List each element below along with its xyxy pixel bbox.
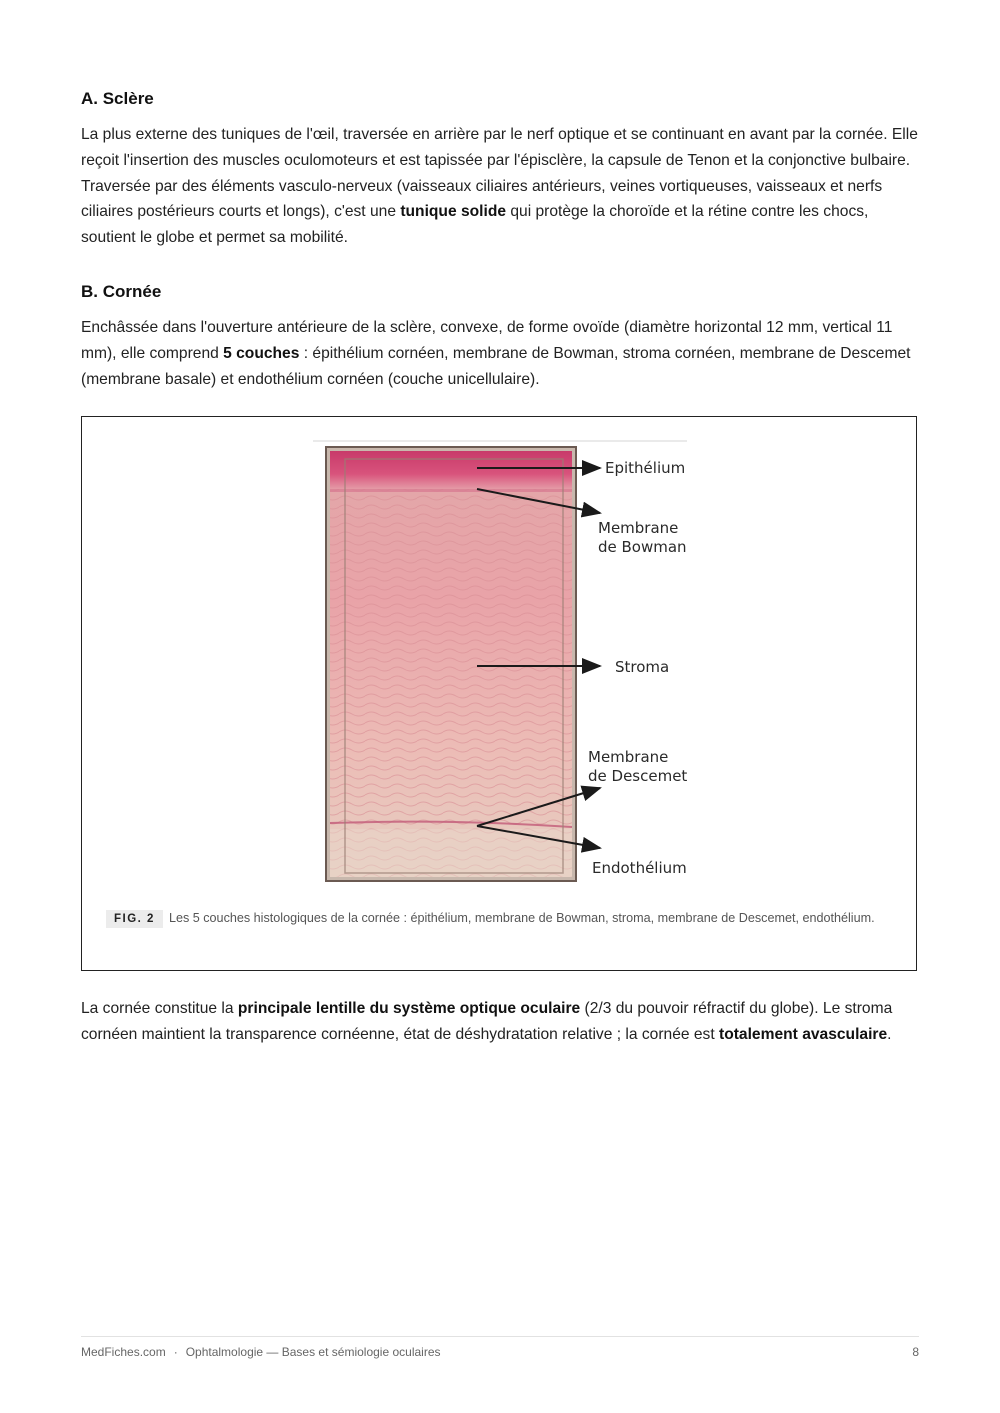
cornea-histology-illustration <box>313 439 687 884</box>
page-footer <box>81 1336 919 1359</box>
bold-totalement-avasculaire: totalement avasculaire <box>719 1025 888 1043</box>
footer-course: Ophtalmologie — Bases et sémiologie oculaires <box>185 1345 441 1359</box>
bold-tunique-solide: tunique solide <box>400 203 507 221</box>
footer-separator: · <box>173 1345 178 1359</box>
section-title-sclere: A. Sclère <box>81 89 154 108</box>
bowman-layer <box>330 489 572 492</box>
label-bowman-line1: Membrane <box>598 519 679 537</box>
label-descemet-line1: Membrane <box>588 748 669 766</box>
bold-principale-lentille: principale lentille du système optique oculaire <box>237 1000 581 1017</box>
label-descemet-line2: de Descemet <box>588 767 687 785</box>
bold-5-couches: 5 couches <box>223 344 300 362</box>
paragraph-cornee-intro: Enchâssée dans l'ouverture antérieure de la sclère, convexe, de forme ovoïde (diamètre horizontal 12 mm, vertical 11 mm), elle comprend 5 couches : épithélium cornéen, membrane de Bowman, stroma cornéen, membrane de Descemet (membrane basale) et endothélium cornéen (couche unicellulaire). <box>81 319 911 388</box>
label-stroma: Stroma <box>615 658 670 676</box>
label-epithelium: Epithélium <box>605 459 686 477</box>
paragraph-cornee-optics: La cornée constitue la principale lentille du système optique oculaire (2/3 du pouvoir réfractif du globe). Le stroma cornéen maintient la transparence cornéenne, état de déshydratation relative ; la cornée est totalement avasculaire. <box>81 1000 893 1043</box>
epithelium-layer <box>330 451 572 489</box>
paragraph-sclere: La plus externe des tuniques de l'œil, traversée en arrière par le nerf optique et se continuant en avant par la cornée. Elle reçoit l'insertion des muscles oculomoteurs et est tapissée par l'épisclère, la capsule de Tenon et la conjonctive bulbaire. Traversée par des éléments vasculo-nerveux (vaisseaux ciliaires antérieurs, veines vortiqueuses, vaisseaux et nerfs ciliaires postérieurs courts et longs), c'est une tunique solide qui protège la choroïde et la rétine contre les chocs, soutient le globe et permet sa mobilité. <box>81 126 918 247</box>
figure-cornea-layers <box>81 416 917 971</box>
label-endothelium: Endothélium <box>592 859 687 877</box>
figure-tag: FIG. 2 <box>106 910 163 928</box>
stroma-fibers <box>330 451 572 877</box>
figure-caption <box>106 908 896 928</box>
figure-caption-text: Les 5 couches histologiques de la cornée : épithélium, membrane de Bowman, stroma, membrane de Descemet, endothélium. <box>168 911 875 925</box>
label-bowman-line2: de Bowman <box>598 538 687 556</box>
section-title-cornee: B. Cornée <box>81 282 162 301</box>
page-number: 8 <box>912 1345 919 1359</box>
footer-site: MedFiches.com <box>81 1345 166 1359</box>
